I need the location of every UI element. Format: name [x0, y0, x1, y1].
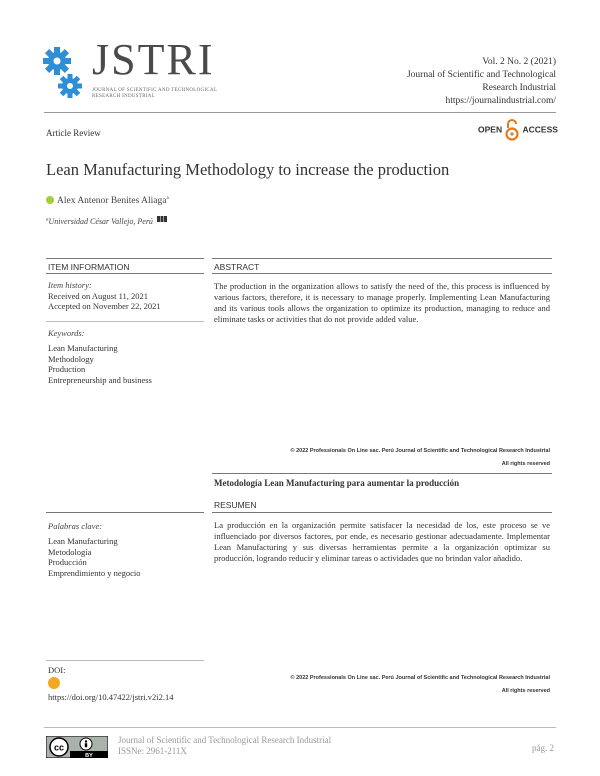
footer-journal [118, 735, 331, 757]
doi-divider [46, 660, 204, 661]
keyword-item: Methodology [48, 353, 94, 364]
affiliation [46, 216, 167, 226]
item-info-bottom-line [46, 273, 204, 274]
doi-label: DOI: [48, 665, 66, 675]
author-line [46, 196, 169, 206]
svg-text:cc: cc [53, 742, 65, 753]
open-access-lock-icon [505, 119, 519, 141]
item-info-top-line [46, 258, 204, 259]
page-number: pág. 2 [532, 743, 554, 753]
palabras-clave-label: Palabras clave: [48, 521, 103, 531]
article-type: Article Review [46, 128, 101, 138]
doi-link[interactable]: https://doi.org/10.47422/jstri.v2i2.14 [48, 692, 174, 702]
keyword-item: Lean Manufacturing [48, 536, 118, 546]
received-date: Received on August 11, 2021 [48, 291, 149, 301]
cc-by-badge[interactable] [46, 736, 108, 763]
keyword-item: Production [48, 364, 86, 374]
journal-url[interactable]: https://journalindustrial.com/ [445, 96, 556, 106]
spanish-title: Metodología Lean Manufacturing para aumentar la producción [214, 478, 460, 488]
accepted-date: Accepted on November 22, 2021 [48, 301, 161, 311]
creative-commons-icon [46, 736, 108, 758]
open-access-open-text: OPEN [478, 124, 503, 135]
spanish-title-top-line [212, 473, 552, 474]
footer-journal-name: Journal of Scientific and Technological Research Industrial [118, 735, 332, 745]
volume-info: Vol. 2 No. 2 (2021) [482, 57, 556, 67]
abstract-heading: ABSTRACT [214, 262, 260, 272]
footer-issn: ISSNe: 2961-211X [118, 746, 187, 756]
resumen-text: La producción en la organización permite satisfacer la necesidad de los, este proceso se ve influenciado por diversos factores, por ende, es necesario gestionar adecuadamente. Implementar Lean Manufacturing y sus diversas herramientas permite a la organización optimizar su producción, logrando reducir y eliminar tareas o actividades que no brindan valor añadido. [214, 520, 550, 563]
affiliation-text: Universidad César Vallejo, Perú [48, 217, 153, 226]
palabras-clave-list [48, 536, 141, 578]
keyword-item: Emprendimiento y negocio [48, 567, 141, 578]
affiliation-superscript: a [46, 217, 49, 223]
keywords-list [48, 343, 152, 385]
keyword-item: Metodología [48, 546, 92, 557]
author-superscript: a [166, 196, 169, 201]
palabras-top-line [46, 512, 204, 513]
keywords-divider [46, 321, 204, 322]
header-divider [44, 112, 556, 113]
journal-name-line2: Research Industrial [482, 83, 556, 93]
journal-logo-text: JSTRI [92, 35, 215, 84]
ror-icon [157, 216, 167, 222]
keyword-item: Producción [48, 557, 87, 567]
doi-icon [48, 677, 60, 689]
keyword-item: Entrepreneurship and business [48, 374, 152, 385]
keywords-label: Keywords: [48, 328, 85, 338]
footer-divider [44, 727, 556, 728]
journal-logo-subtitle: JOURNAL OF SCIENTIFIC AND TECHNOLOGICAL RESEARCH INDUSTRIAL [92, 88, 218, 99]
keyword-item: Lean Manufacturing [48, 343, 118, 353]
resumen-bottom-line [212, 512, 552, 513]
abstract-copyright-line: © 2022 Professionals On Line sac. Perú Journal of Scientific and Technological Research Industrial [290, 448, 550, 454]
open-access-access-text: ACCESS [522, 124, 558, 135]
abstract-bottom-line [212, 273, 552, 274]
item-info-heading: ITEM INFORMATION [48, 262, 130, 272]
abstract-rights-line: All rights reserved [501, 461, 550, 467]
abstract-text: The production in the organization allows to satisfy the need of the, this process is influenced by various factors, therefore, it is necessary to manage properly. Implementing Lean Manufacturing and its various tools allows the organization to optimize its production, managing to reduce and eliminate tasks or activities that do not provide added value. [214, 281, 550, 324]
abstract-copyright [291, 445, 550, 471]
item-history-label: Item history: [48, 280, 92, 290]
author-name: Alex Antenor Benites Aliaga [57, 196, 167, 207]
resumen-copyright [291, 672, 550, 698]
article-title: Lean Manufacturing Methodology to increase the production [46, 160, 450, 179]
journal-meta [407, 56, 556, 108]
gear-logo-icon [42, 44, 86, 102]
resumen-copyright-line: © 2022 Professionals On Line sac. Perú Journal of Scientific and Technological Research Industrial [290, 675, 550, 681]
resumen-heading: RESUMEN [214, 500, 257, 510]
cc-by-label: BY [85, 753, 93, 758]
journal-name-line1: Journal of Scientific and Technological [406, 70, 556, 80]
abstract-top-line [212, 258, 552, 259]
open-access-badge [478, 119, 558, 141]
orcid-icon[interactable] [46, 196, 54, 204]
resumen-rights-line: All rights reserved [501, 688, 550, 694]
